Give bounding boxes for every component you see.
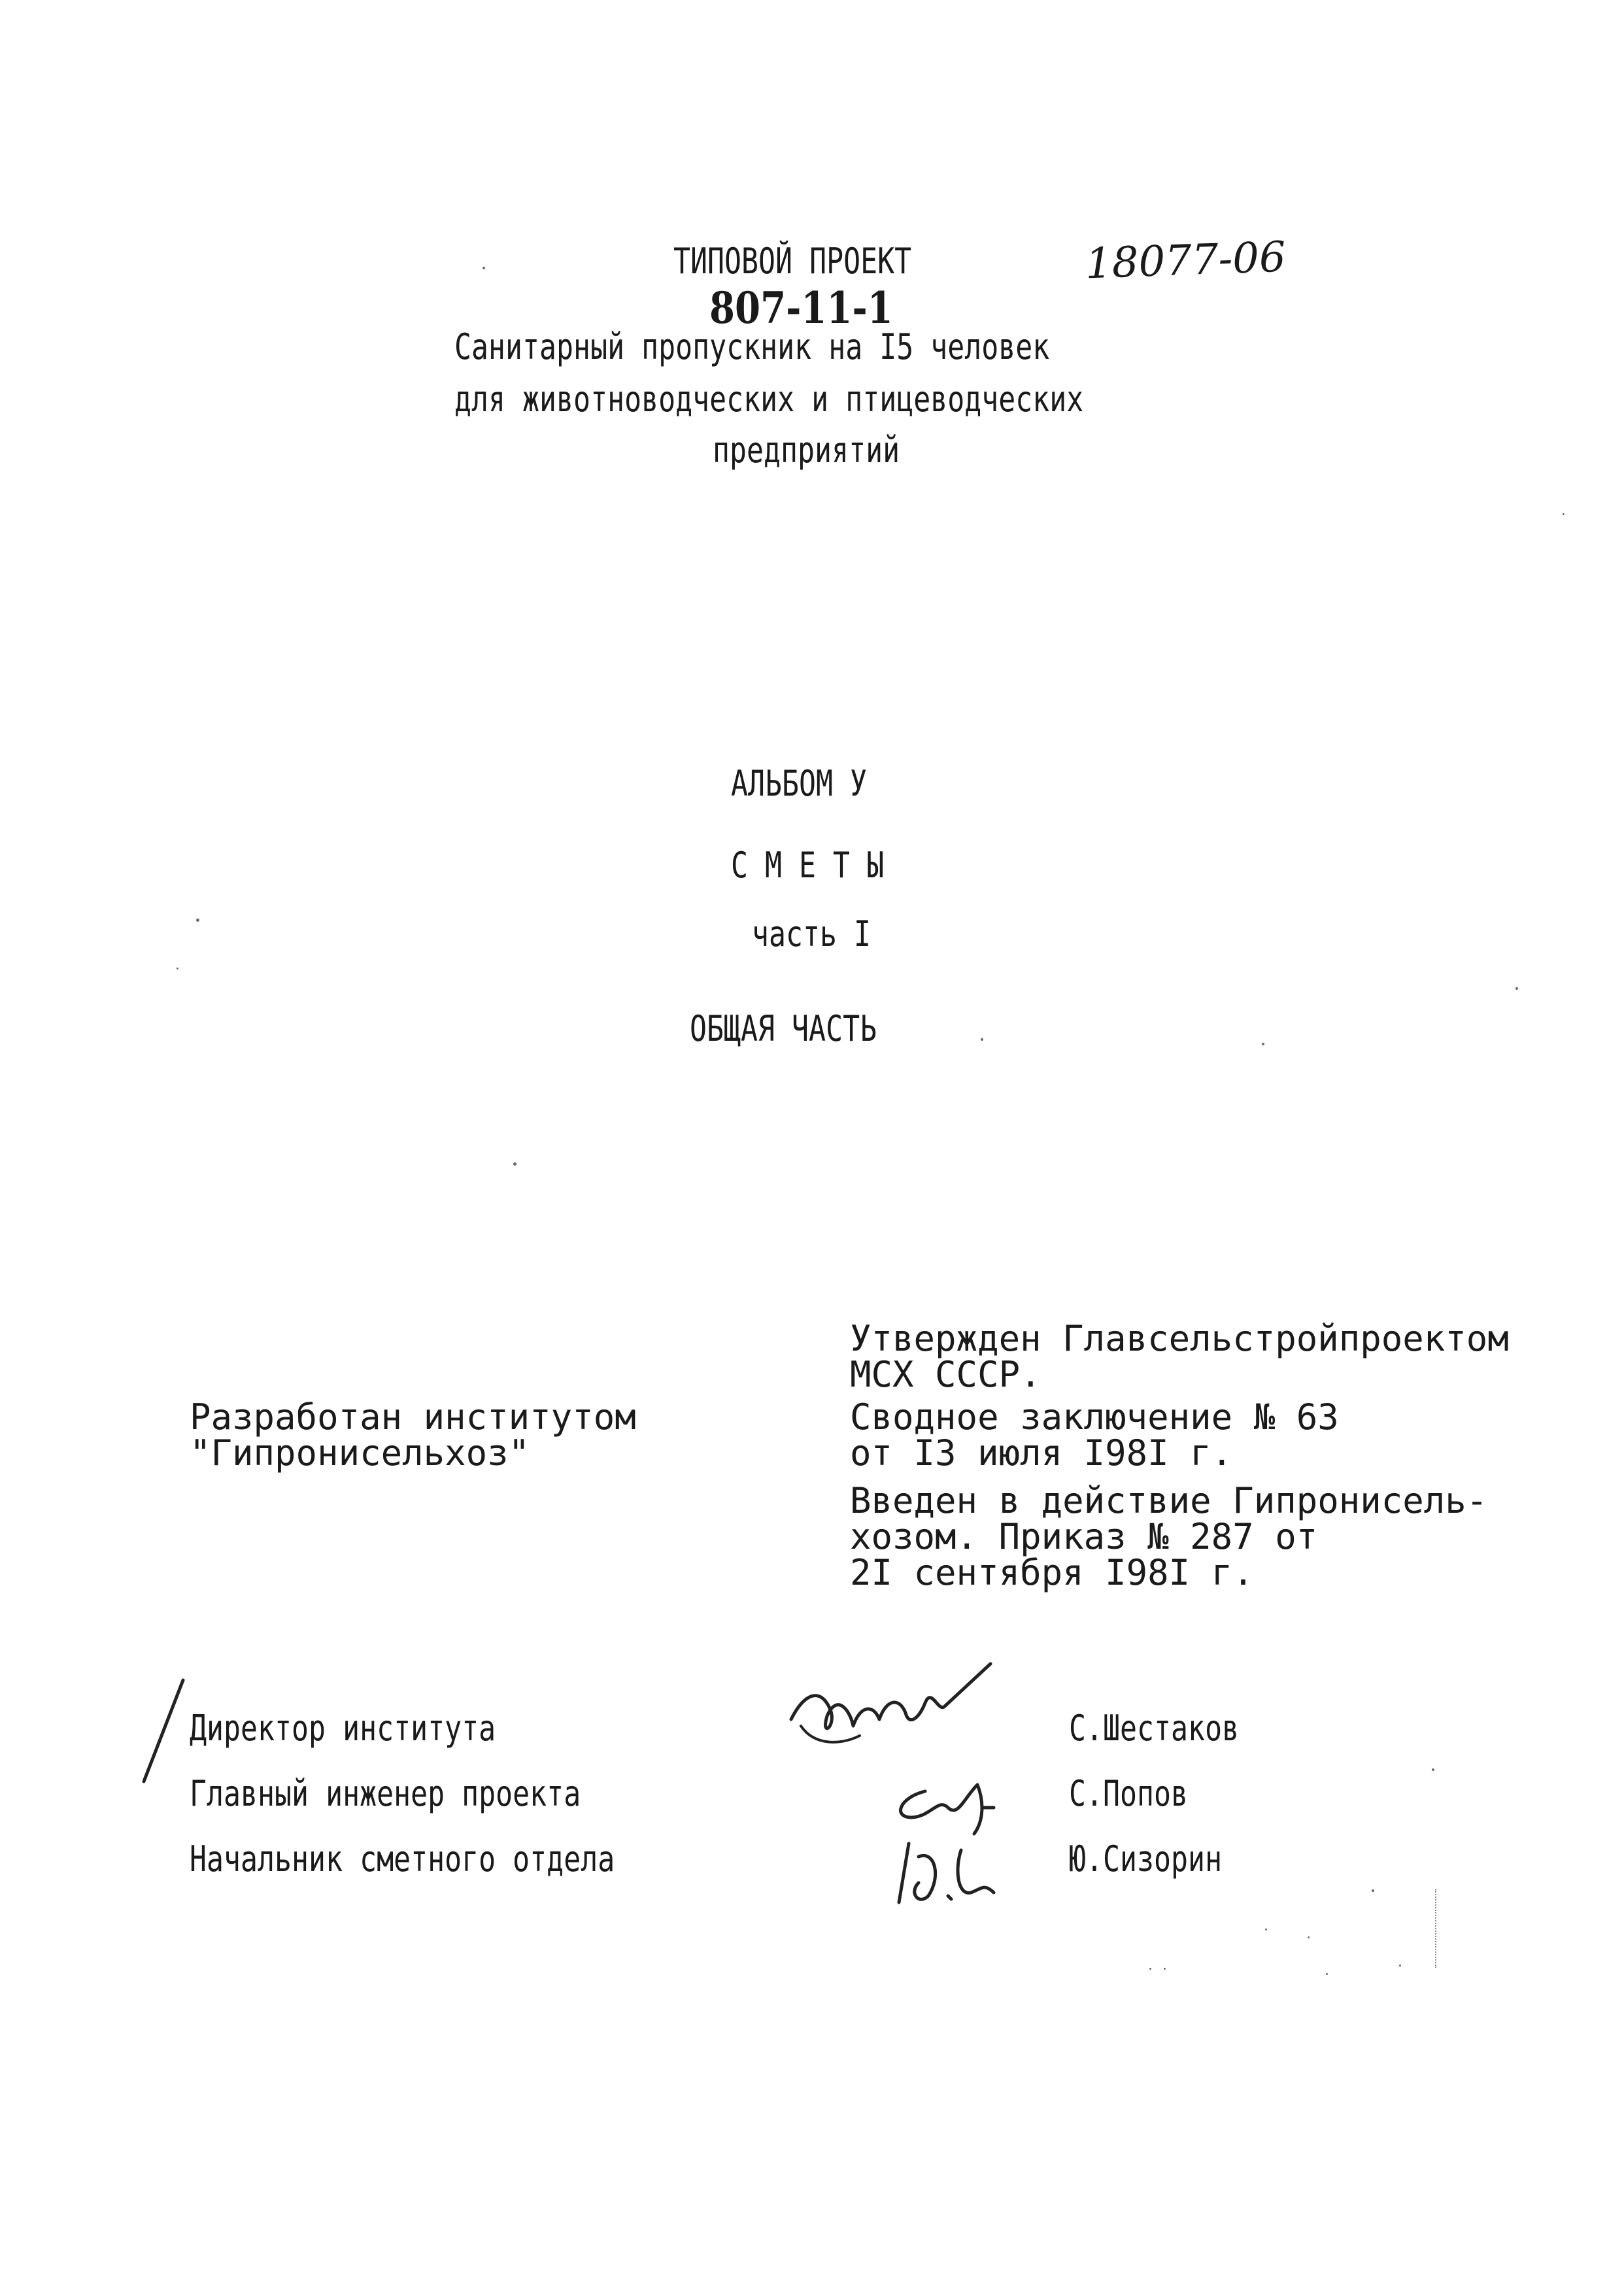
album-label: АЛЬБОМ У <box>731 763 868 804</box>
scan-speck <box>1149 1968 1151 1970</box>
conclusion-block <box>850 1396 1339 1474</box>
signature-director-image <box>775 1647 1010 1765</box>
subject-line-2: для животноводческих и птицеводческих <box>454 379 1084 420</box>
section-label: С М Е Т Ы <box>731 845 885 886</box>
scan-speck <box>482 267 485 269</box>
conclusion-line-1: Сводное заключение № 63 <box>850 1396 1339 1438</box>
signature-role-director: Директор института <box>190 1708 496 1749</box>
subject-line-3: предприятий <box>713 430 900 471</box>
approved-line-2: МСХ СССР. <box>850 1354 1041 1395</box>
scan-speck <box>1308 1936 1310 1938</box>
scan-speck <box>513 1162 516 1166</box>
scan-speck <box>1262 1043 1264 1045</box>
conclusion-line-2: от I3 июля I98I г. <box>850 1432 1233 1474</box>
scan-speck <box>196 919 199 922</box>
subject-line-1: Санитарный пропускник на I5 человек <box>454 326 1050 367</box>
approved-block <box>850 1318 1509 1395</box>
part-label: часть I <box>752 913 871 954</box>
enacted-line-3: 2I сентября I98I г. <box>850 1552 1254 1593</box>
scan-speck <box>981 1038 983 1041</box>
scan-speck <box>1265 1929 1267 1931</box>
enacted-block <box>850 1480 1488 1593</box>
handwritten-project-code: 807-11-1 <box>709 282 893 333</box>
scan-speck <box>1372 1889 1374 1892</box>
developer-block <box>190 1396 636 1474</box>
signature-name-director: С.Шестаков <box>1069 1708 1240 1749</box>
signature-name-chief-engineer: С.Попов <box>1069 1773 1189 1814</box>
signature-role-estimate-head: Начальник сметного отдела <box>190 1838 615 1880</box>
scan-speck <box>177 968 178 970</box>
handwritten-registration-number: 18077-06 <box>1084 233 1287 289</box>
developer-line-2: "Гипронисельхоз" <box>190 1432 530 1474</box>
margin-slash-mark <box>137 1677 190 1788</box>
scan-speck <box>1399 1965 1401 1966</box>
signature-role-chief-engineer: Главный инженер проекта <box>190 1773 581 1814</box>
project-title: ТИПОВОЙ ПРОЕКТ <box>673 241 912 282</box>
scan-speck <box>1515 987 1518 990</box>
scan-dotted-line <box>1435 1889 1438 1968</box>
scan-speck <box>1164 1968 1166 1970</box>
enacted-line-2: хозом. Приказ № 287 от <box>850 1516 1318 1557</box>
scan-speck <box>1326 1973 1328 1975</box>
scan-speck <box>1563 513 1565 515</box>
general-part-label: ОБЩАЯ ЧАСТЬ <box>690 1008 877 1049</box>
scan-speck <box>1432 1768 1434 1771</box>
approved-line-1: Утвержден Главсельстройпроектом <box>850 1318 1509 1359</box>
signature-name-estimate-head: Ю.Сизорин <box>1069 1838 1223 1880</box>
enacted-line-1: Введен в действие Гипронисель- <box>850 1480 1488 1521</box>
signature-estimate-head-image <box>889 1830 1007 1915</box>
developer-line-1: Разработан институтом <box>190 1396 636 1438</box>
